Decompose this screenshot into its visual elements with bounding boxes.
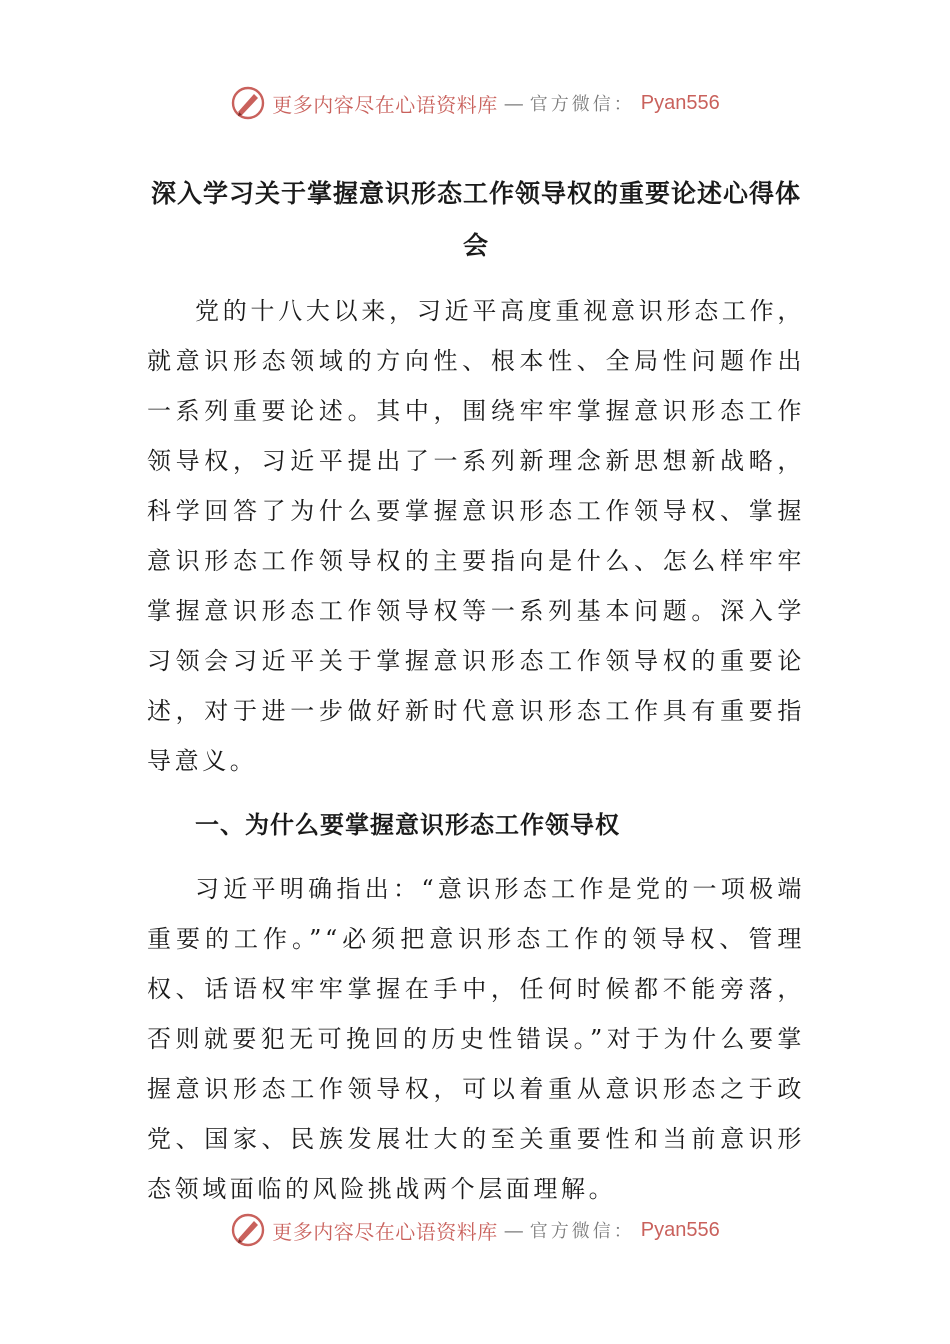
watermark-wechat-label: 官方微信： <box>529 1221 635 1242</box>
intro-paragraph: 党的十八大以来，习近平高度重视意识形态工作，就意识形态领域的方向性、根本性、全局性问题作出一系列重要论述。其中，围绕牢牢掌握意识形态工作领导权，习近平提出了一系列新理念新思想新战略，科学回答了为什么要掌握意识形态工作领导权、掌握意识形态工作领导权的主要指向是什么、怎么样牢牢掌握意识形态工作领导权等一系列基本问题。深入学习领会习近平关于掌握意识形态工作领导权的重要论述，对于进一步做好新时代意识形态工作具有重要指导意义。 <box>147 297 805 775</box>
watermark-dash: — <box>503 1218 524 1242</box>
section-heading: 一、为什么要掌握意识形态工作领导权 <box>195 811 620 839</box>
watermark-text: 更多内容尽在心语资料库 <box>272 92 498 117</box>
watermark-wechat-label: 官方微信： <box>529 94 635 115</box>
section-paragraph: 习近平明确指出：“意识形态工作是党的一项极端重要的工作。”“必须把意识形态工作的领导权、管理权、话语权牢牢掌握在手中，任何时候都不能旁落，否则就要犯无可挽回的历史性错误。”对于为什么要掌握意识形态工作领导权，可以着重从意识形态之于政党、国家、民族发展壮大的至关重要性和当前意识形态领域面临的风险挑战两个层面理解。 <box>147 875 805 1203</box>
pen-nib-logo-icon <box>230 1212 266 1248</box>
watermark-wechat-id: Pyan556 <box>640 1218 720 1241</box>
pen-nib-logo-icon <box>230 85 266 121</box>
header-watermark <box>0 83 950 123</box>
watermark-wechat-id: Pyan556 <box>640 91 720 114</box>
watermark-text: 更多内容尽在心语资料库 <box>272 1219 498 1244</box>
watermark-dash: — <box>503 91 524 115</box>
document-title: 深入学习关于掌握意识形态工作领导权的重要论述心得体会 <box>150 179 801 260</box>
footer-watermark <box>0 1210 950 1250</box>
document-body <box>147 168 805 1214</box>
